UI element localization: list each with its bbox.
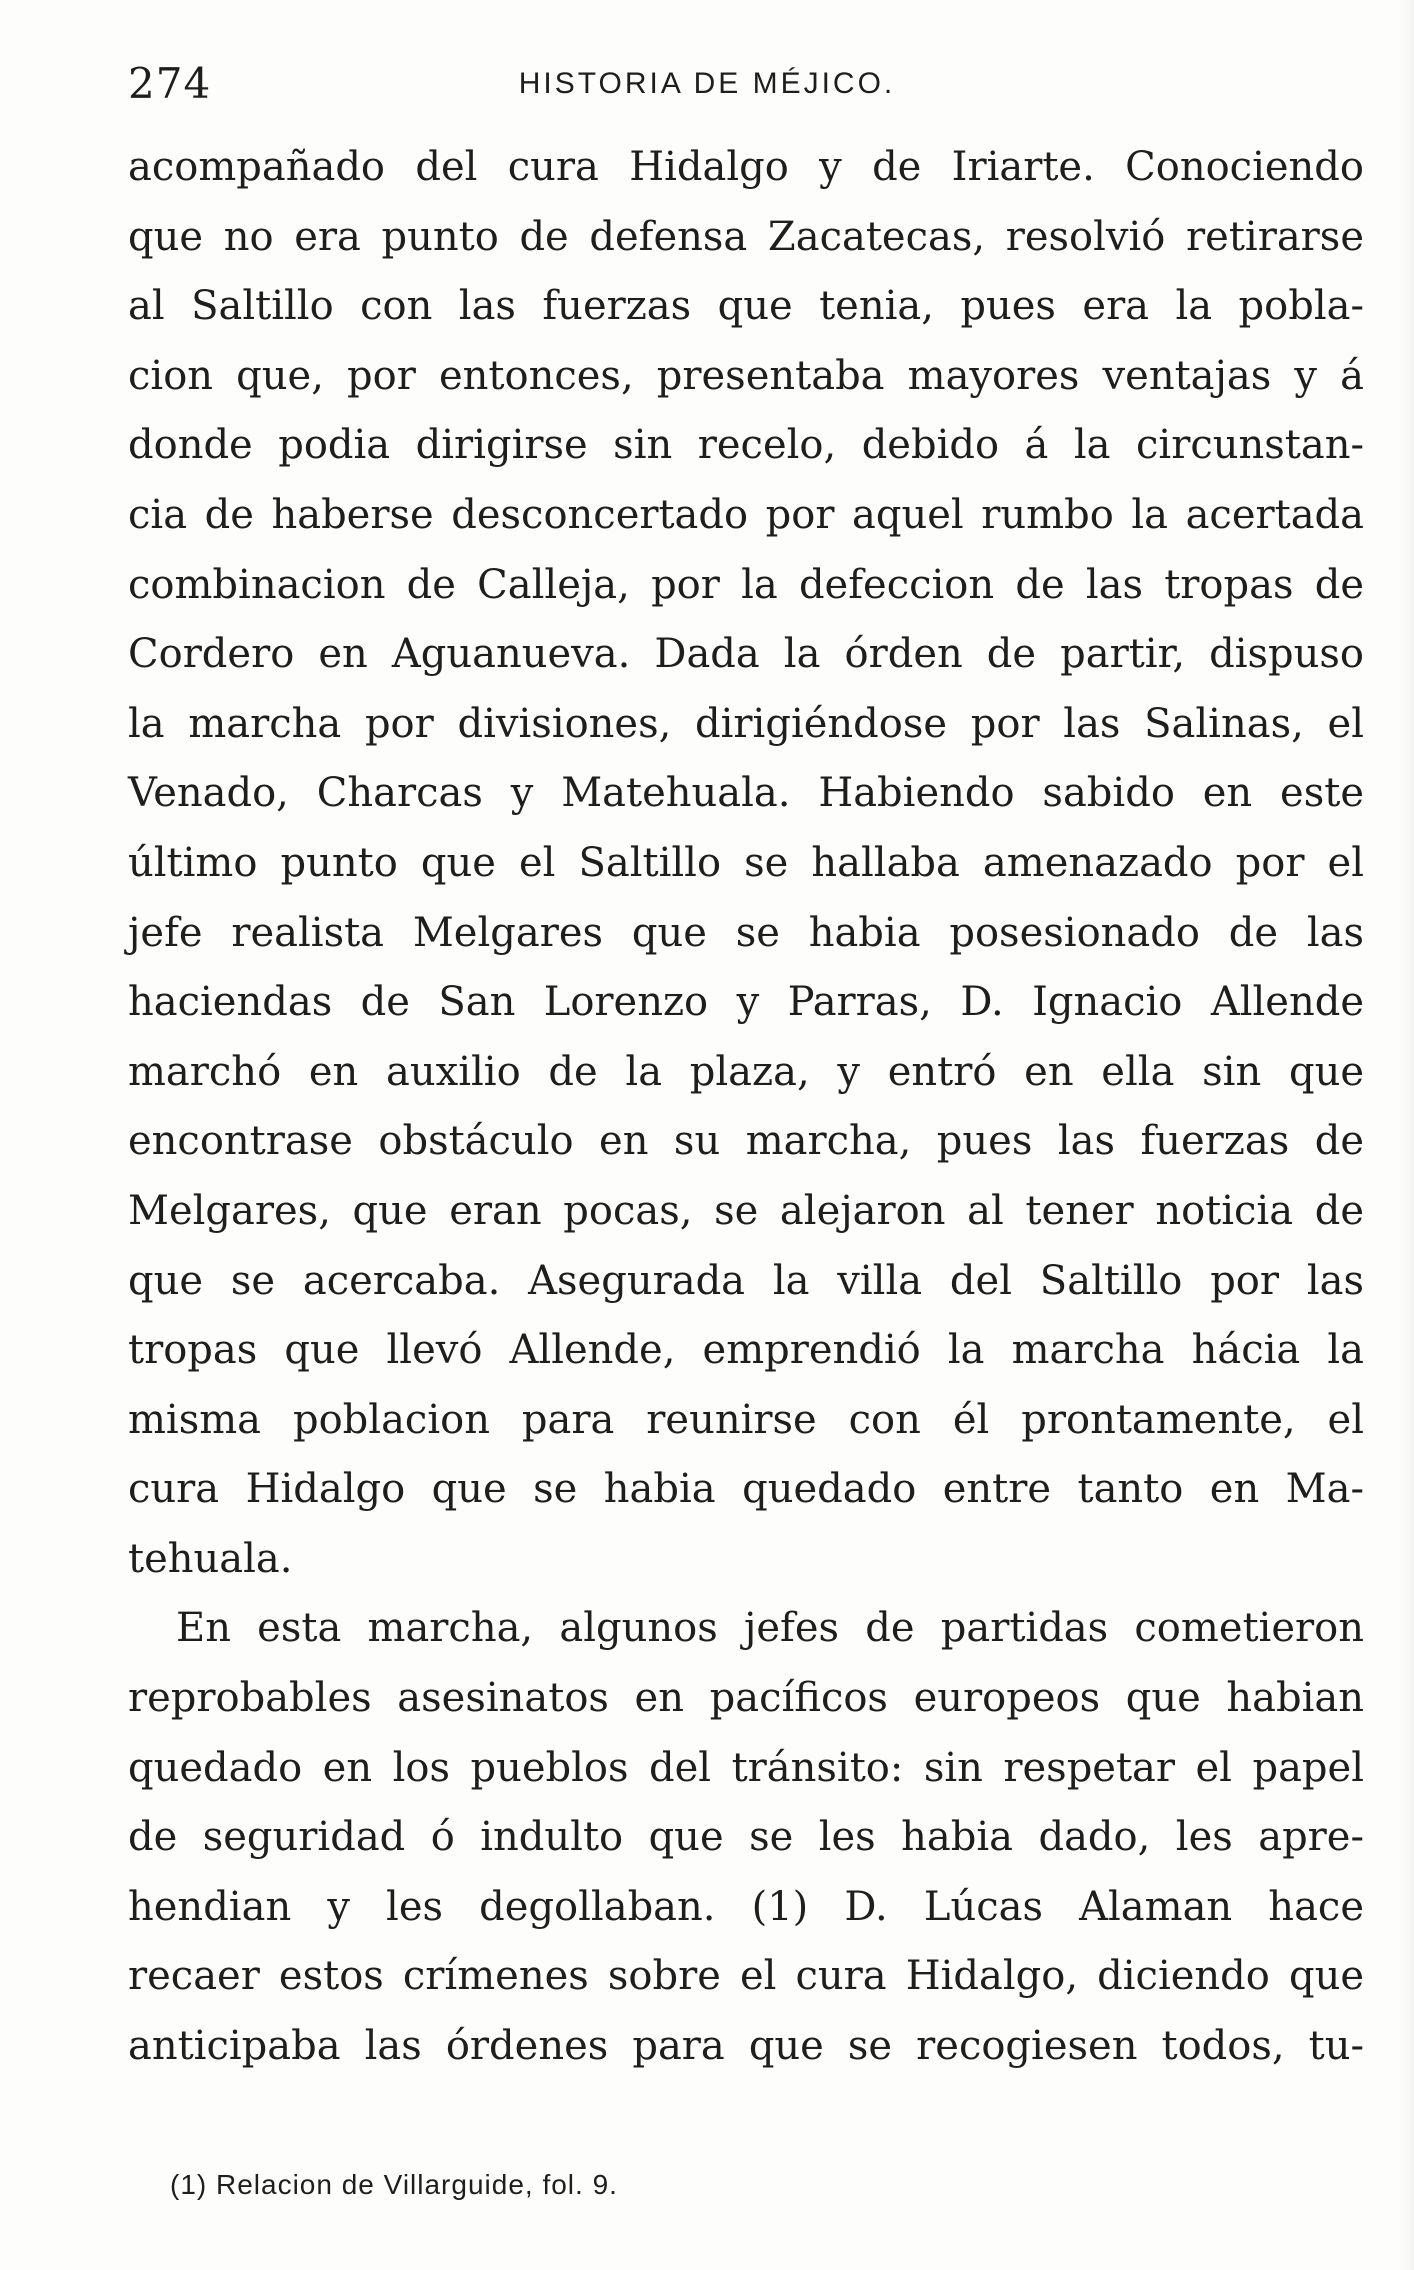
- text-line: Melgares, que eran pocas, se alejaron al tener noticia de: [128, 1187, 1364, 1234]
- text-line: tehuala.: [128, 1535, 293, 1582]
- text-line: que se acercaba. Asegurada la villa del Saltillo por las: [128, 1257, 1364, 1304]
- text-line: acompañado del cura Hidalgo y de Iriarte. Conociendo: [128, 144, 1364, 190]
- text-line: marchó en auxilio de la plaza, y entró en ella sin que: [128, 1048, 1364, 1095]
- text-line: haciendas de San Lorenzo y Parras, D. Ignacio Allende: [128, 979, 1364, 1026]
- text-line: cion que, por entonces, presentaba mayores ventajas y á: [128, 352, 1364, 399]
- text-line: al Saltillo con las fuerzas que tenia, pues era la pobla-: [128, 283, 1364, 330]
- page-number: 274: [128, 59, 212, 108]
- text-line: recaer estos crímenes sobre el cura Hidalgo, diciendo que: [128, 1953, 1364, 2000]
- text-line: último punto que el Saltillo se hallaba amenazado por el: [128, 839, 1364, 886]
- text-line: En esta marcha, algunos jefes de partidas cometieron: [176, 1605, 1364, 1652]
- text-line: cura Hidalgo que se habia quedado entre tanto en Ma-: [128, 1466, 1364, 1513]
- page-edge-shadow: [1400, 0, 1414, 2270]
- text-line: encontrase obstáculo en su marcha, pues las fuerzas de: [128, 1118, 1364, 1165]
- text-line: cia de haberse desconcertado por aquel rumbo la acertada: [128, 491, 1364, 538]
- text-line: reprobables asesinatos en pacíficos europeos que habian: [128, 1675, 1364, 1722]
- running-title: HISTORIA DE MÉJICO.: [518, 67, 896, 100]
- text-line: tropas que llevó Allende, emprendió la marcha hácia la: [128, 1327, 1364, 1374]
- text-line: quedado en los pueblos del tránsito: sin respetar el papel: [128, 1744, 1364, 1791]
- text-line: que no era punto de defensa Zacatecas, resolvió retirarse: [128, 213, 1364, 260]
- body-text: [128, 133, 1364, 2082]
- text-line: misma poblacion para reunirse con él prontamente, el: [128, 1396, 1364, 1443]
- text-line: Cordero en Aguanueva. Dada la órden de partir, dispuso: [128, 631, 1364, 678]
- text-line: jefe realista Melgares que se habia posesionado de las: [128, 909, 1364, 956]
- footnote: (1) Relacion de Villarguide, fol. 9.: [170, 2169, 618, 2200]
- text-line: Venado, Charcas y Matehuala. Habiendo sabido en este: [128, 770, 1364, 817]
- text-line: de seguridad ó indulto que se les habia dado, les apre-: [128, 1814, 1364, 1861]
- text-line: hendian y les degollaban. (1) D. Lúcas Alaman hace: [128, 1883, 1364, 1930]
- text-line: donde podia dirigirse sin recelo, debido á la circunstan-: [128, 422, 1364, 469]
- text-line: la marcha por divisiones, dirigiéndose por las Salinas, el: [128, 700, 1364, 747]
- text-line: anticipaba las órdenes para que se recogiesen todos, tu-: [128, 2023, 1364, 2070]
- text-line: combinacion de Calleja, por la defeccion de las tropas de: [128, 561, 1364, 608]
